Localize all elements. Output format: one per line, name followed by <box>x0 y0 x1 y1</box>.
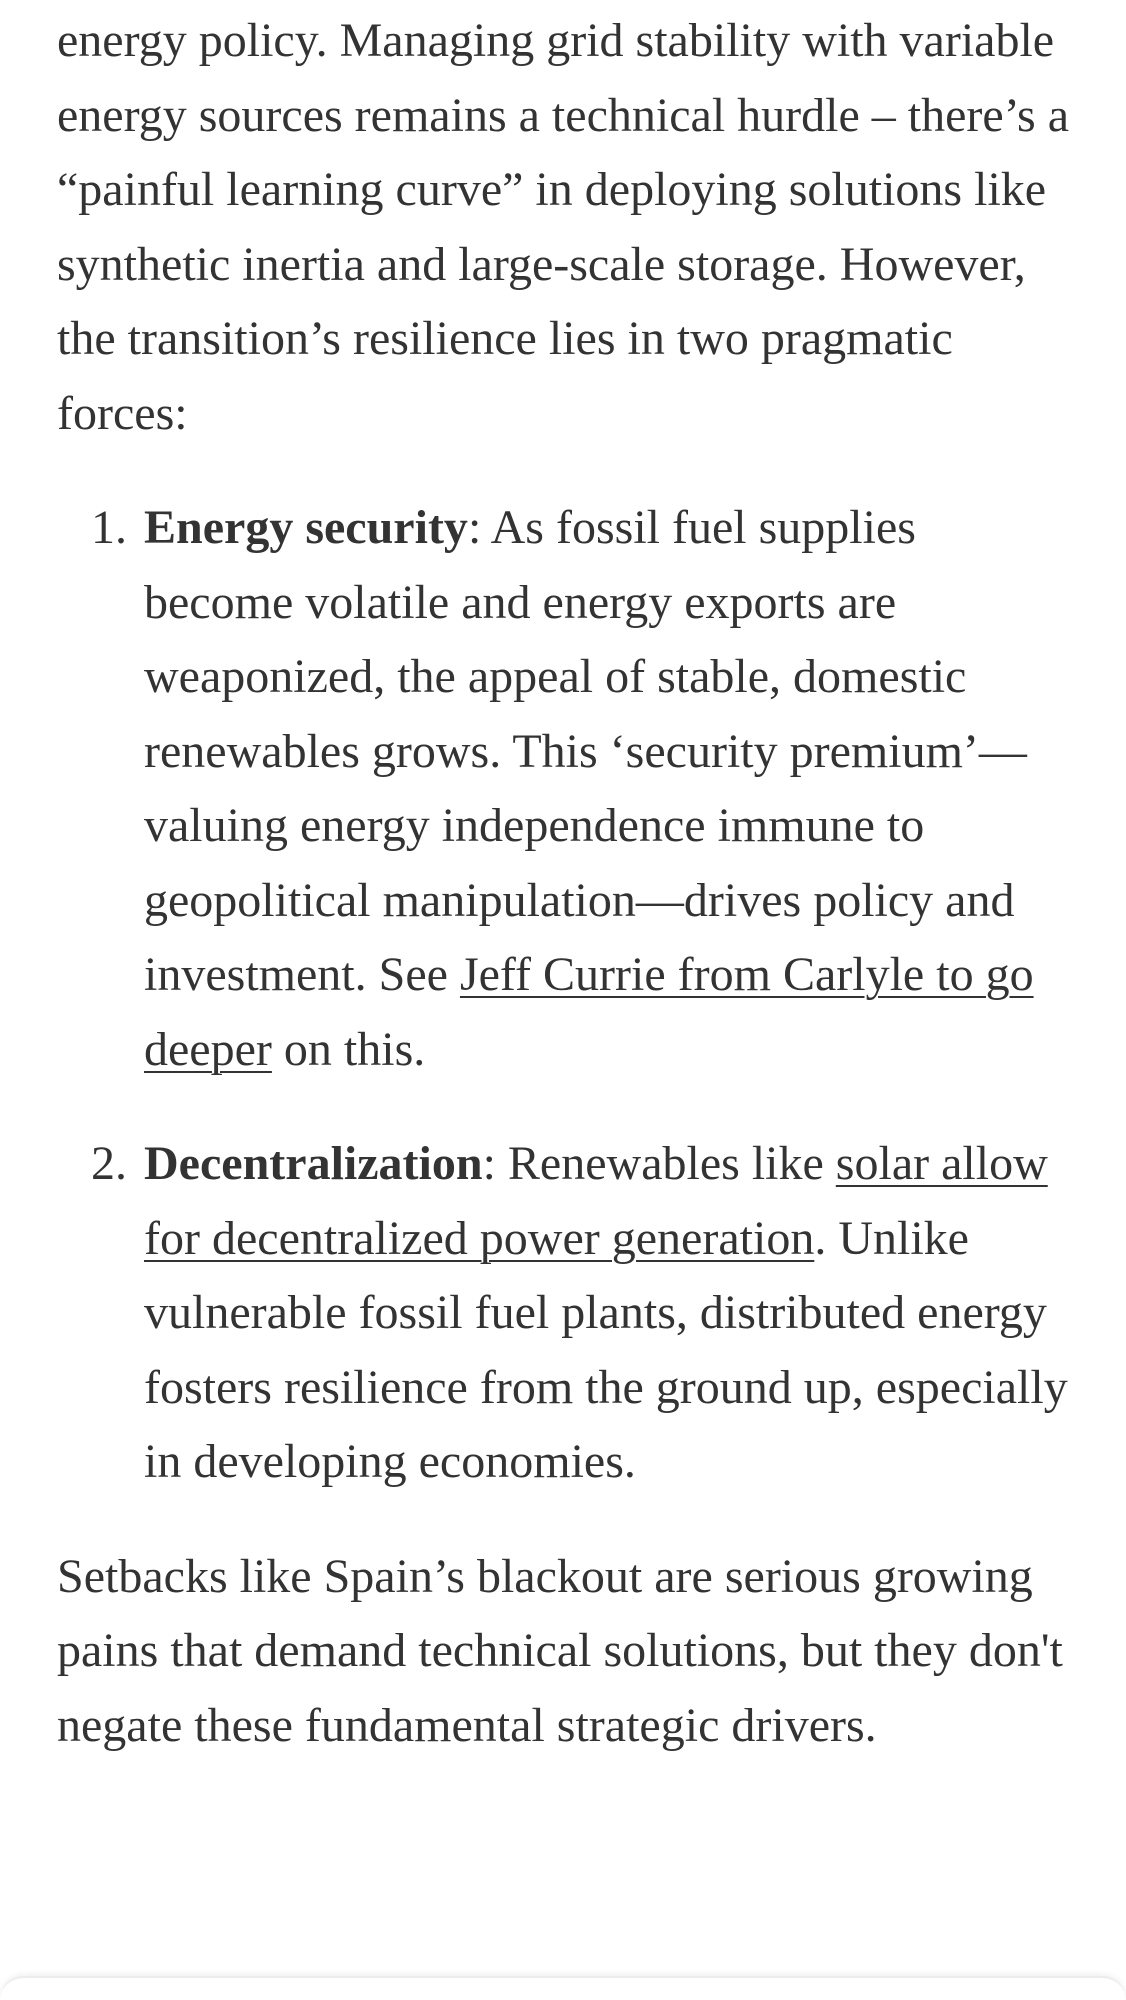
list-item-number: 1. <box>91 501 127 554</box>
closing-paragraph: Setbacks like Spain’s blackout are serious growing pains that demand technical solutions, but they don't negate these fundamental strategic drivers. <box>57 1549 1063 1752</box>
list-item-text: : As fossil fuel supplies become volatile and energy exports are weaponized, the appeal of stable, domestic renewables grows. This ‘security premium’—valuing energy independence immune to geopolitical manipulation—drives policy and investment. See <box>144 501 1027 1001</box>
solar-decentralized-link[interactable]: solar allow for decentralized power generation <box>144 1137 1048 1265</box>
list-item-decentralization <box>57 1127 1077 1500</box>
list-item-term: Energy security <box>144 501 468 554</box>
bottom-sheet-edge <box>0 1976 1126 2000</box>
list-item-text-end: . Unlike vulnerable fossil fuel plants, distributed energy fosters resilience from the ground up, especially in developing economies. <box>144 1211 1068 1488</box>
list-item-number: 2. <box>91 1137 127 1190</box>
list-item-text: : Renewables like <box>482 1137 836 1190</box>
list-item-term: Decentralization <box>144 1137 483 1190</box>
list-item-text-end: on this. <box>271 1022 426 1076</box>
intro-paragraph: energy policy. Managing grid stability with variable energy sources remains a technical hurdle – there’s a “painful learning curve” in deploying solutions like synthetic inertia and large-scale storage. However, the transition’s resilience lies in two pragmatic forces: <box>57 14 1070 440</box>
forces-list <box>57 491 1077 1500</box>
jeff-currie-link[interactable]: Jeff Currie from Carlyle to go deeper <box>144 948 1034 1076</box>
article-body <box>57 0 1077 1763</box>
list-item-energy-security <box>57 491 1077 1087</box>
